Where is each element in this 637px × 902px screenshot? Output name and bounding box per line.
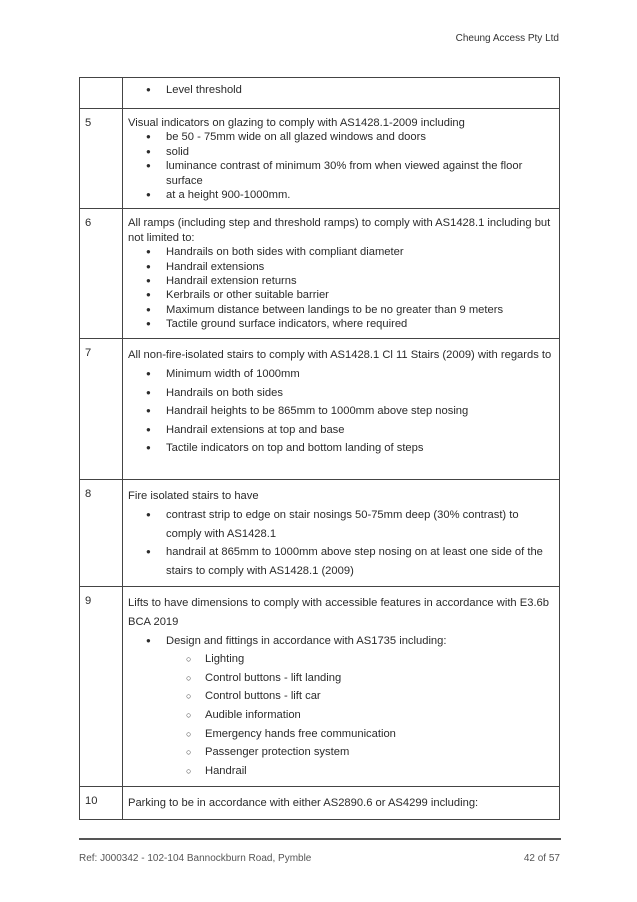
row-intro: All non-fire-isolated stairs to comply with AS1428.1 Cl 11 Stairs (2009) with regards to (128, 349, 552, 362)
table-row (80, 787, 560, 820)
requirements-table (79, 77, 560, 820)
list-item: ● luminance contrast of minimum 30% from when viewed against the floor surface (128, 159, 553, 188)
sub-list-item: ○ Audible information (128, 706, 553, 725)
row-intro: Visual indicators on glazing to comply with AS1428.1-2009 including (128, 117, 465, 129)
bullet-list (128, 130, 553, 202)
footer-divider (79, 838, 561, 840)
row-content (123, 480, 560, 587)
row-content (123, 209, 560, 339)
table-row (80, 109, 560, 209)
row-number: 5 (80, 109, 123, 209)
row-number: 9 (80, 587, 123, 787)
list-item: ● Kerbrails or other suitable barrier (128, 288, 553, 302)
row-content (123, 587, 560, 787)
row-number: 6 (80, 209, 123, 339)
sub-list-item: ○ Lighting (128, 650, 553, 669)
row-intro: Fire isolated stairs to have (128, 490, 259, 503)
list-item: ● Tactile indicators on top and bottom landing of steps (128, 439, 553, 458)
sub-list-item: ○ Emergency hands free communication (128, 725, 553, 744)
row-content (123, 78, 560, 109)
sub-bullet-list (128, 650, 553, 780)
row-content (123, 109, 560, 209)
list-item: ● Handrail heights to be 865mm to 1000mm above step nosing (128, 402, 553, 421)
table-row (80, 209, 560, 339)
company-name: Cheung Access Pty Ltd (455, 33, 559, 44)
bullet-list (128, 632, 553, 651)
list-item: ● Handrails on both sides (128, 384, 553, 403)
bullet-list (128, 245, 553, 331)
footer-reference: Ref: J000342 - 102-104 Bannockburn Road, Pymble (79, 853, 312, 864)
row-content (123, 787, 560, 820)
row-number: 7 (80, 339, 123, 480)
list-item: ● Handrails on both sides with compliant diameter (128, 245, 553, 259)
list-item: ● Handrail extensions at top and base (128, 421, 553, 440)
table-row (80, 587, 560, 787)
sub-list-item: ○ Control buttons - lift car (128, 687, 553, 706)
bullet-list (128, 506, 553, 580)
bullet-list (128, 83, 553, 97)
bullet-list (128, 365, 553, 458)
list-item: ● Handrail extension returns (128, 274, 553, 288)
list-item: ● Maximum distance between landings to be no greater than 9 meters (128, 303, 553, 317)
sub-list-item: ○ Handrail (128, 762, 553, 781)
list-item: ● at a height 900-1000mm. (128, 188, 553, 202)
list-item: ● Level threshold (128, 83, 553, 97)
row-number (80, 78, 123, 109)
list-item: ● contrast strip to edge on stair nosings 50-75mm deep (30% contrast) to comply with AS1428.1 (128, 506, 553, 543)
list-item: ● Design and fittings in accordance with AS1735 including: (128, 632, 553, 651)
row-intro: All ramps (including step and threshold ramps) to comply with AS1428.1 including but not limited to: (128, 217, 551, 244)
list-item: ● solid (128, 145, 553, 159)
list-item: ● Handrail extensions (128, 260, 553, 274)
sub-list-item: ○ Passenger protection system (128, 743, 553, 762)
list-item: ● Tactile ground surface indicators, where required (128, 317, 553, 331)
list-item: ● be 50 - 75mm wide on all glazed windows and doors (128, 130, 553, 144)
list-item: ● Minimum width of 1000mm (128, 365, 553, 384)
sub-list-item: ○ Control buttons - lift landing (128, 669, 553, 688)
table-row (80, 339, 560, 480)
table-row (80, 78, 560, 109)
list-item: ● handrail at 865mm to 1000mm above step nosing on at least one side of the stairs to comply with AS1428.1 (2009) (128, 543, 553, 580)
row-number: 8 (80, 480, 123, 587)
table-row (80, 480, 560, 587)
row-content (123, 339, 560, 480)
row-intro: Parking to be in accordance with either AS2890.6 or AS4299 including: (128, 797, 479, 810)
row-intro: Lifts to have dimensions to comply with accessible features in accordance with E3.6b BCA 2019 (128, 597, 549, 628)
row-number: 10 (80, 787, 123, 820)
page-number: 42 of 57 (523, 853, 560, 864)
